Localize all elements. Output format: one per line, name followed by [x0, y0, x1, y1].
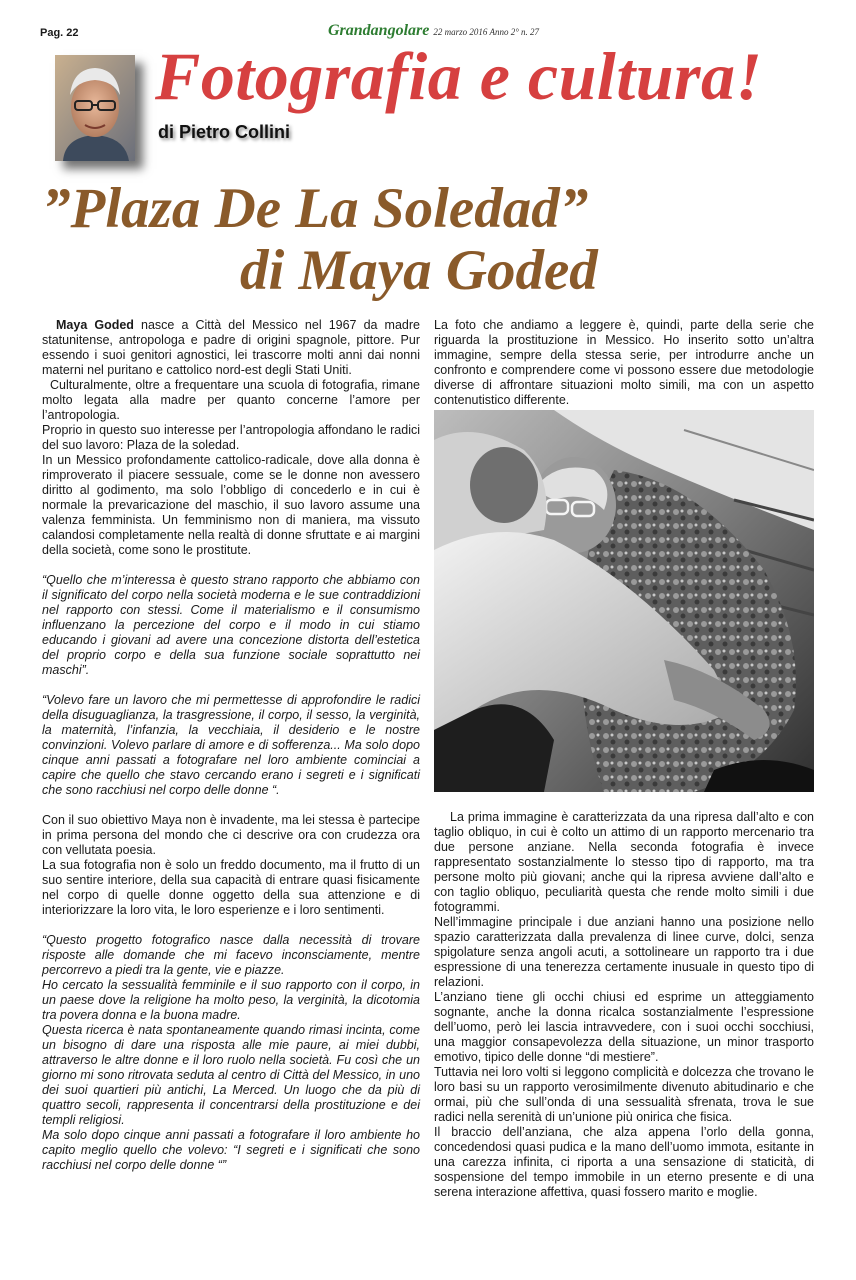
quote-paragraph: “Volevo fare un lavoro che mi permettesse di approfondire le radici della disuguaglianza, la trasgressione, il corpo, il sesso, la verginità, la maternità, l’infanzia, la vecchiaia, il desiderio e le nostre convinzioni. Volevo parlare di amore e di sofferenza... Ma solo dopo cinque anni passati a fotografare nel loro ambiente cominciai a capire che quello che stavo cercando erano i segreti e i significati che sono racchiusi nel corpo delle donne “.	[42, 693, 420, 797]
quote-paragraph: Ho cercato la sessualità femminile e il suo rapporto con il corpo, in un paese dove la religione ha molto peso, la verginità, la dicotomia tra povera donna e la buona madre.	[42, 978, 420, 1022]
left-column	[42, 318, 420, 1173]
paragraph: Culturalmente, oltre a frequentare una scuola di fotografia, rimane molto legata alla madre per quanto concerne l’amore per l’antropologia.	[42, 378, 420, 422]
artist-name: Maya Goded	[56, 318, 134, 332]
article-photograph	[434, 410, 814, 792]
right-column-analysis	[434, 810, 814, 1200]
byline: di Pietro Collini	[158, 122, 291, 142]
quote-paragraph: Questa ricerca è nata spontaneamente quando rimasi incinta, come un bisogno di dare una risposta alle mie paure, ai miei dubbi, attraverso le altre donne e il loro ruolo nella società. Fu così che un giorno mi sono ritrovata seduta al centro di Città del Messico, in uno dei suoi quartieri più antichi, La Merced. Un luogo che da più di quattro secoli, rappresenta il concentrarsi della prostituzione e dei templi religiosi.	[42, 1023, 420, 1127]
quote-paragraph: “Quello che m’interessa è questo strano rapporto che abbiamo con il significato del corpo nella società moderna e le sue contraddizioni nel rapporto con stessi. Come il materialismo e il consumismo influenzano la percezione del corpo e il modo in cui stiamo educando i giovani ad avere una concezione distorta dell’estetica del proprio corpo e della sua funzione sociale soprattutto nei maschi”.	[42, 573, 420, 677]
masthead-brand: Grandangolare	[328, 22, 430, 39]
paragraph: La sua fotografia non è solo un freddo documento, ma il frutto di un suo sentire interiore, della sua capacità di entrare quasi fisicamente nel corpo di quelle donne oggetto della sua attenzione e di interiorizzare la loro vita, le loro esperienze e i loro sentimenti.	[42, 858, 420, 917]
paragraph: La foto che andiamo a leggere è, quindi, parte della serie che riguarda la prostituzione in Messico. Ho inserito sotto un’altra immagine, sempre della stessa serie, per introdurre anche un confronto e comprendere come vi possono essere due metodologie diverse di affrontare situazioni molto simili, ma con un aspetto contenutistico differente.	[434, 318, 814, 407]
paragraph: In un Messico profondamente cattolico-radicale, dove alla donna è rimproverato il piacere sessuale, come se le donne non avessero diritto al godimento, ma solo l’obbligo di concederlo e in cui è normale la prevaricazione del maschio, il suo lavoro assume una valenza femminista. Un femminismo non di maniera, ma vissuto calandosi completamente nella realtà di donne sfruttate e ai margini della società, come sono le prostitute.	[42, 453, 420, 557]
paragraph: Tuttavia nei loro volti si leggono complicità e dolcezza che trovano le loro basi su un rapporto verosimilmente divenuto abitudinario e che ormai, più che sull’onda di una sessualità sfrenata, trova le sue radici nella serenità di un’unione più onirica che fisica.	[434, 1065, 814, 1124]
quote-paragraph: “Questo progetto fotografico nasce dalla necessità di trovare risposte alle domande che mi facevo inconsciamente, mentre percorrevo a piedi tra la gente, vie e piazze.	[42, 933, 420, 977]
quote-paragraph: Ma solo dopo cinque anni passati a fotografare il loro ambiente ho capito meglio quello che volevo: “I segreti e i significati che sono racchiusi nel corpo delle donne “”	[42, 1128, 420, 1172]
article-headline-author: di Maya Goded	[240, 239, 598, 302]
article-headline-title: ”Plaza De La Soledad”	[42, 177, 589, 240]
paragraph: L’anziano tiene gli occhi chiusi ed esprime un atteggiamento sognante, anche la donna ricalca sostanzialmente l’espressione dell’uomo, però lei lascia intravvedere, con i suoi occhi socchiusi, una maggior consapevolezza della situazione, un minor trasporto emotivo, tipico delle donne “di mestiere”.	[434, 990, 814, 1064]
paragraph: Proprio in questo suo interesse per l’antropologia affondano le radici del suo lavoro: Plaza de la soledad.	[42, 423, 420, 452]
paragraph-intro	[42, 318, 420, 378]
section-title: Fotografia e cultura!	[155, 38, 763, 114]
paragraph: Con il suo obiettivo Maya non è invadente, ma lei stessa è partecipe in prima persona del mondo che ci descrive ora con crudezza ora con vellutata poesia.	[42, 813, 420, 857]
paragraph: Nell’immagine principale i due anziani hanno una posizione nello spazio caratterizzata dalla prevalenza di linee curve, dolci, senza spigolature senza angoli acuti, a sottolineare un rapporto tra i due espressione di una tenerezza certamente inusuale in questo tipo di relazioni.	[434, 915, 814, 989]
author-portrait	[55, 55, 135, 161]
right-column-intro	[434, 318, 814, 408]
paragraph: Il braccio dell’anziana, che alza appena l’orlo della gonna, concedendosi quasi pudica e la mano dell’uomo immota, esitante in una carezza infinita, ci riporta a una sensazione di staticità, di sospensione del tempo immobile in un eterno presente e di una serena interazione affettiva, quasi fossero marito e moglie.	[434, 1125, 814, 1199]
page-number: Pag. 22	[40, 27, 79, 39]
paragraph-text: nasce a Città del Messico nel 1967 da madre statunitense, antropologa e padre di origini spagnole, pittore. Pur essendo i suoi genitori agnostici, lei trascorre molti anni dai nonni materni nel puritano e cattolico nord-est degli Stati Uniti.	[42, 318, 420, 377]
paragraph: La prima immagine è caratterizzata da una ripresa dall’alto e con taglio obliquo, in cui è colto un attimo di un rapporto mercenario tra due persone anziane. Nella seconda fotografia è invece rappresentato sostanzialmente lo stesso tipo di rapporto, ma tra persone molto più giovani; anche qui la ripresa avviene dall’alto e con taglio obliquo, peculiarità questa che rende molto simili i due fotogrammi.	[434, 810, 814, 914]
masthead-issue: 22 marzo 2016 Anno 2° n. 27	[433, 27, 540, 37]
